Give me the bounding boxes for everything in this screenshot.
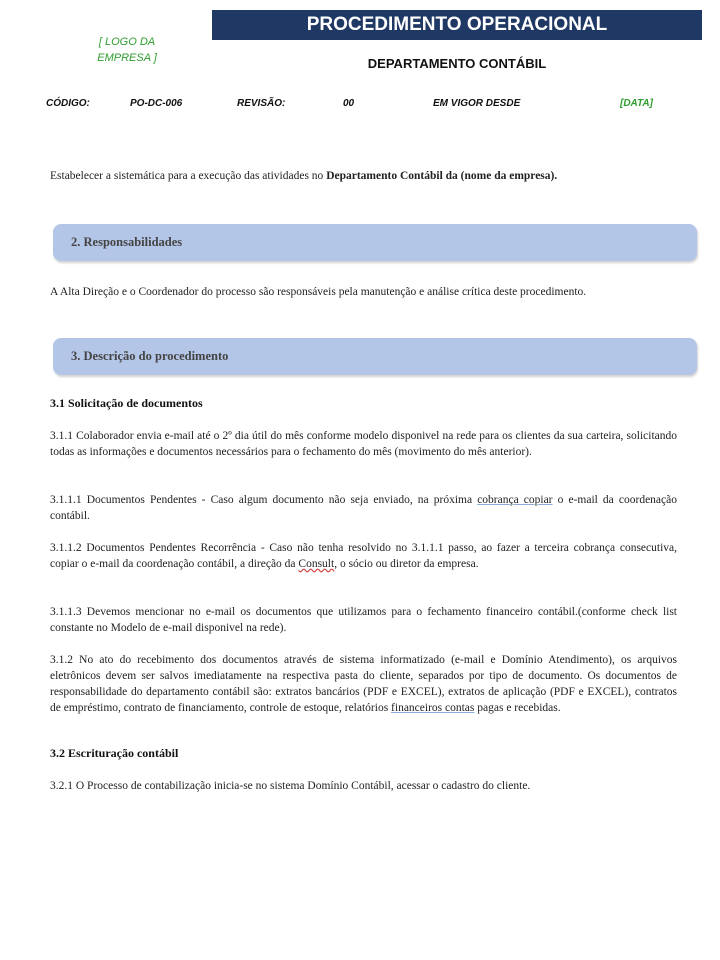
section-title: 3. Descrição do procedimento	[71, 349, 229, 363]
text-part: 3.1.1.2 Documentos Pendentes Recorrência - Caso não tenha resolvido no 3.1.1.1 passo, ao fazer a terceira cobrança consecutiva, copiar o e-mail da coordenação contábil, a direção da	[50, 542, 677, 570]
objective-text: Estabelecer a sistemática para a execução das atividades no	[50, 170, 327, 182]
paragraph-3-1-1-2	[50, 540, 677, 572]
department-name: DEPARTAMENTO CONTÁBIL	[367, 56, 547, 71]
text-part: 3.1.2 No ato do recebimento dos documentos através de sistema informatizado (e-mail e Domínio Atendimento), os arquivos eletrônicos devem ser salvos imediatamente na respectiva pasta do cliente, separados por tipo de documento. Os documentos de responsabilidade do departamento contábil são: extratos bancários (PDF e EXCEL), extratos de aplicação (PDF e EXCEL), contratos de empréstimo, contrato de financiamento, controle de estoque, relatórios	[50, 654, 677, 714]
text-part: pagas e recebidas.	[474, 702, 561, 714]
paragraph-3-1-1-3: 3.1.1.3 Devemos mencionar no e-mail os documentos que utilizamos para o fechamento financeiro contábil.(conforme check list constante no Modelo de e-mail disponivel na rede).	[50, 606, 677, 634]
responsibilities-paragraph: A Alta Direção e o Coordenador do processo são responsáveis pela manutenção e análise crítica deste procedimento.	[50, 286, 587, 298]
code-value: PO-DC-006	[130, 98, 183, 109]
section-header-procedure	[53, 338, 697, 375]
underlined-text: cobrança copiar	[477, 494, 553, 506]
section-header-responsibilities	[53, 224, 697, 261]
paragraph-3-1-1-1	[50, 492, 677, 524]
underlined-text: financeiros contas	[391, 702, 475, 714]
text-part: 3.1.1.1 Documentos Pendentes - Caso algum documento não seja enviado, na próxima	[50, 494, 478, 506]
subsection-title-accounting-bookkeeping: 3.2 Escrituração contábil	[50, 746, 179, 760]
text-part: o e-mail da coordenação contábil.	[50, 494, 677, 522]
logo-line-1: [ LOGO DA	[98, 36, 156, 48]
subsection-title-document-request: 3.1 Solicitação de documentos	[50, 396, 203, 410]
text-part: , o sócio ou diretor da empresa.	[334, 558, 479, 570]
code-label: CÓDIGO:	[46, 98, 90, 109]
in-force-label: EM VIGOR DESDE	[433, 98, 521, 109]
objective-bold: Departamento Contábil da (nome da empresa).	[326, 170, 558, 182]
revision-value: 00	[343, 98, 355, 109]
paragraph-3-1-2	[50, 652, 677, 716]
document-title: PROCEDIMENTO OPERACIONAL	[212, 10, 702, 40]
spellcheck-word: Consult	[298, 558, 335, 570]
paragraph-3-1-1: 3.1.1 Colaborador envia e-mail até o 2º dia útil do mês conforme modelo disponivel na rede para os clientes da sua carteira, solicitando todas as informações e documentos necessários para o fechamento do mês (movimento do mês anterior).	[50, 430, 677, 458]
section-title: 2. Responsabilidades	[71, 235, 183, 249]
paragraph-3-2-1: 3.2.1 O Processo de contabilização inicia-se no sistema Domínio Contábil, acessar o cadastro do cliente.	[50, 780, 531, 792]
company-logo-placeholder	[84, 34, 170, 66]
logo-line-2: EMPRESA ]	[97, 52, 157, 64]
revision-label: REVISÃO:	[237, 98, 286, 109]
date-placeholder: [DATA]	[620, 98, 653, 109]
objective-paragraph	[50, 168, 677, 184]
